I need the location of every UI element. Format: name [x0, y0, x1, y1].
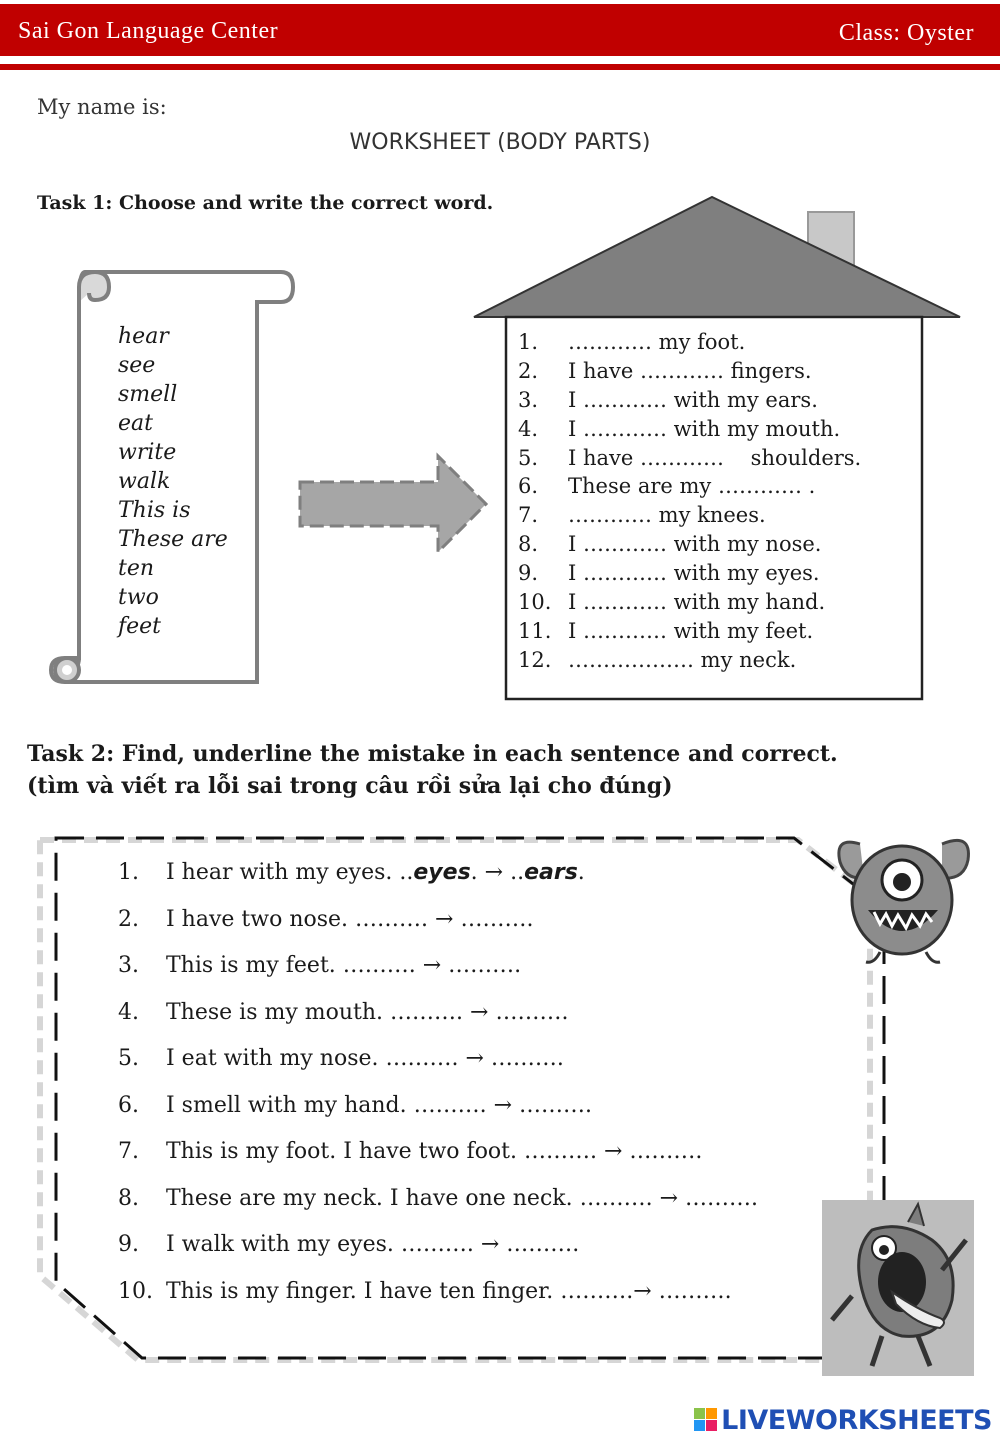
task2-sentence — [118, 1093, 592, 1118]
sentence-text: I hear with my eyes. .. — [166, 860, 414, 885]
sentence-text: I have two nose. ………. → ………. — [166, 906, 534, 932]
liveworksheets-logo-icon — [694, 1408, 718, 1432]
sentence-number: 2. — [118, 906, 139, 932]
task1-sentence — [518, 559, 861, 588]
task1-sentence — [518, 386, 861, 415]
sentence-number: 12. — [518, 647, 552, 672]
sentence-text: I have ………… fingers. — [568, 358, 812, 383]
sentence-number: 6. — [118, 1092, 139, 1118]
sentence-number: 8. — [518, 532, 539, 557]
word-bank-item: hear — [118, 324, 169, 349]
sentence-number: 1. — [518, 330, 539, 354]
task1-sentence — [518, 617, 861, 646]
task1-sentence — [518, 328, 861, 357]
task1-sentence — [518, 472, 861, 501]
sentence-text: This is my finger. I have ten finger. ……….→ ………. — [166, 1278, 732, 1304]
task1-sentence-list — [518, 328, 861, 675]
sentence-text: I ………… with my feet. — [568, 618, 814, 643]
word-bank-item: This is — [118, 498, 191, 523]
task1-sentence — [518, 501, 861, 530]
sentence-text: I ………… with my ears. — [568, 387, 818, 412]
task1-sentence — [518, 415, 861, 444]
sentence-text: ……………… my neck. — [568, 647, 797, 672]
task2-sentence — [118, 1232, 579, 1257]
liveworksheets-brand — [694, 1405, 992, 1436]
word-bank-item: These are — [118, 527, 228, 552]
task2-sentence — [118, 1186, 758, 1211]
sentence-text: I have ………… shoulders. — [568, 445, 862, 470]
sentence-text: ………… my knees. — [568, 503, 766, 528]
sentence-number: 7. — [518, 503, 539, 528]
sentence-text: This is my foot. I have two foot. ………. → ………. — [166, 1139, 703, 1164]
sentence-number: 9. — [518, 561, 539, 586]
task2-sentence — [118, 1000, 568, 1025]
answer-mistake: eyes — [413, 860, 471, 885]
sentence-text: I smell with my hand. ………. → ………. — [166, 1092, 593, 1118]
sentence-text: I ………… with my hand. — [568, 590, 826, 615]
sentence-number: 3. — [118, 953, 139, 978]
word-bank-item: smell — [118, 382, 178, 407]
page-title: WORKSHEET (BODY PARTS) — [349, 130, 651, 155]
task2-instruction — [27, 738, 838, 802]
sentence-end: . — [577, 860, 585, 885]
sentence-number: 10. — [118, 1278, 153, 1304]
sentence-number: 11. — [518, 618, 552, 643]
task2-sentence — [118, 1139, 702, 1164]
answer-correction: ears — [524, 860, 578, 885]
my-name-label: My name is: — [37, 95, 167, 119]
word-bank — [118, 322, 228, 641]
sentence-text: ………… my foot. — [568, 330, 746, 354]
school-name: Sai Gon Language Center — [18, 18, 279, 44]
sentence-text: I walk with my eyes. ………. → ………. — [166, 1232, 580, 1257]
sentence-text: These are my neck. I have one neck. ………. → ………. — [166, 1185, 758, 1211]
word-bank-item: walk — [118, 469, 171, 494]
task1-instruction: Task 1: Choose and write the correct word. — [37, 192, 494, 214]
sentence-number: 3. — [518, 387, 539, 412]
task2-sentence — [118, 907, 533, 932]
task1-sentence — [518, 588, 861, 617]
sentence-number: 9. — [118, 1232, 139, 1257]
sentence-number: 4. — [518, 416, 539, 441]
task2-instruction-line: Task 2: Find, underline the mistake in each sentence and correct. — [27, 741, 838, 767]
sentence-arrow: . → .. — [470, 860, 525, 885]
sentence-text: I ………… with my nose. — [568, 532, 822, 557]
sentence-number: 2. — [518, 358, 539, 383]
sentence-text: These is my mouth. ………. → ………. — [166, 999, 569, 1025]
word-bank-item: ten — [118, 556, 155, 581]
sentence-number: 6. — [518, 474, 539, 499]
task1-sentence — [518, 357, 861, 386]
task2-sentence — [118, 860, 585, 885]
sentence-number: 1. — [118, 860, 139, 885]
monster-top-icon — [830, 822, 976, 968]
sentence-number: 10. — [518, 590, 552, 615]
sentence-number: 8. — [118, 1185, 139, 1211]
task2-sentence — [118, 1046, 564, 1071]
arrow-right-icon — [296, 452, 492, 556]
sentence-text: I ………… with my eyes. — [568, 561, 820, 586]
header-rule — [0, 64, 1000, 70]
word-bank-item: feet — [118, 614, 162, 639]
task1-sentence — [518, 530, 861, 559]
sentence-text: I eat with my nose. ………. → ………. — [166, 1046, 564, 1071]
sentence-text: This is my feet. ………. → ………. — [166, 953, 522, 978]
header-bar — [0, 4, 1000, 56]
task1-sentence — [518, 646, 861, 675]
monster-bottom-icon — [822, 1200, 974, 1376]
brand-name: LIVEWORKSHEETS — [721, 1405, 992, 1436]
word-bank-item: two — [118, 585, 159, 610]
sentence-number: 4. — [118, 999, 139, 1025]
task1-sentence — [518, 444, 861, 473]
task2-sentence — [118, 1279, 732, 1304]
word-bank-item: eat — [118, 411, 153, 436]
word-bank-item: write — [118, 440, 177, 465]
task2-instruction-line: (tìm và viết ra lỗi sai trong câu rồi sửa lại cho đúng) — [27, 773, 673, 799]
sentence-number: 5. — [118, 1046, 139, 1071]
sentence-text: These are my ………… . — [568, 474, 816, 499]
class-label: Class: Oyster — [838, 20, 974, 46]
sentence-number: 7. — [118, 1139, 139, 1164]
word-bank-item: see — [118, 353, 156, 378]
task2-sentence — [118, 953, 521, 978]
sentence-number: 5. — [518, 445, 539, 470]
sentence-text: I ………… with my mouth. — [568, 416, 841, 441]
